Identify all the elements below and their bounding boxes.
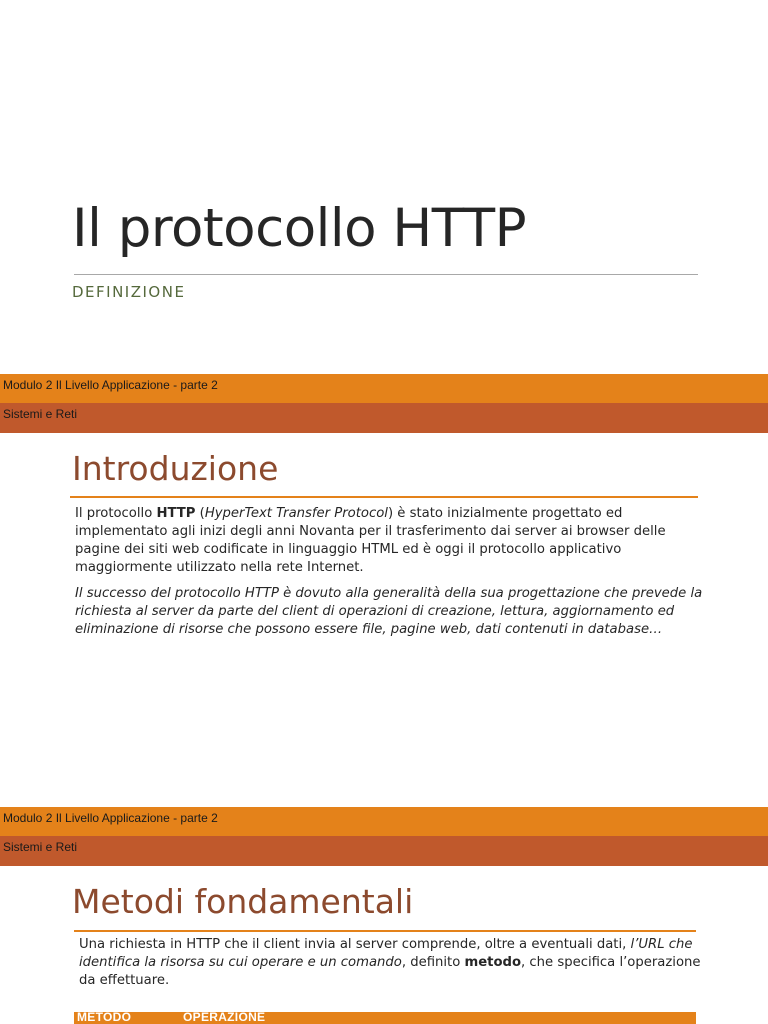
title-divider	[74, 274, 698, 275]
slide-heading: Introduzione	[72, 449, 279, 488]
footer-module-band	[0, 374, 768, 403]
methods-slide	[0, 866, 768, 1024]
method-term: metodo	[464, 955, 522, 970]
heading-divider	[70, 496, 698, 498]
footer-course-text: Sistemi e Reti	[3, 407, 78, 421]
slide-heading: Metodi fondamentali	[72, 882, 414, 921]
title-slide	[0, 0, 768, 374]
http-expansion: HyperText Transfer Protocol	[204, 506, 388, 521]
intro-body	[75, 505, 707, 639]
footer-course-text: Sistemi e Reti	[3, 840, 78, 854]
methods-paragraph-1: Una richiesta in HTTP che il client invia al server comprende, oltre a eventuali dati, l’URL che identifica la risorsa su cui operare e un comando, definito metodo, che specifica l’operazione da effettuare.	[79, 937, 701, 988]
footer-course-band	[0, 836, 768, 866]
column-header-method: METODO	[77, 1012, 132, 1024]
methods-body	[79, 936, 703, 990]
intro-paragraph-2: Il successo del protocollo HTTP è dovuto alla generalità della sua progettazione che prevede la richiesta al server da parte del client di operazioni di creazione, lettura, aggiornamento ed eliminazione di risorse che possono essere file, pagine web, dati contenuti in database…	[75, 586, 703, 637]
http-term: HTTP	[156, 506, 196, 521]
footer-module-band	[0, 807, 768, 836]
footer-module-text: Modulo 2 Il Livello Applicazione - parte 2	[3, 811, 218, 825]
methods-table-header	[74, 1012, 696, 1024]
intro-slide	[0, 433, 768, 807]
slide-title: Il protocollo HTTP	[72, 198, 527, 259]
url-phrase: l’URL che identifica la risorsa su cui operare e un comando	[79, 937, 693, 970]
slide-subtitle: DEFINIZIONE	[72, 283, 186, 301]
column-header-operation: OPERAZIONE	[183, 1012, 266, 1024]
heading-divider	[74, 930, 696, 932]
footer-course-band	[0, 403, 768, 433]
intro-paragraph-1: Il protocollo HTTP (HyperText Transfer Protocol) è stato inizialmente progettato ed implementato agli inizi degli anni Novanta per il trasferimento dai server ai browser delle pagine dei siti web codificate in linguaggio HTML ed è oggi il protocollo applicativo maggiormente utilizzato nella rete Internet.	[75, 506, 666, 575]
footer-module-text: Modulo 2 Il Livello Applicazione - parte 2	[3, 378, 218, 392]
